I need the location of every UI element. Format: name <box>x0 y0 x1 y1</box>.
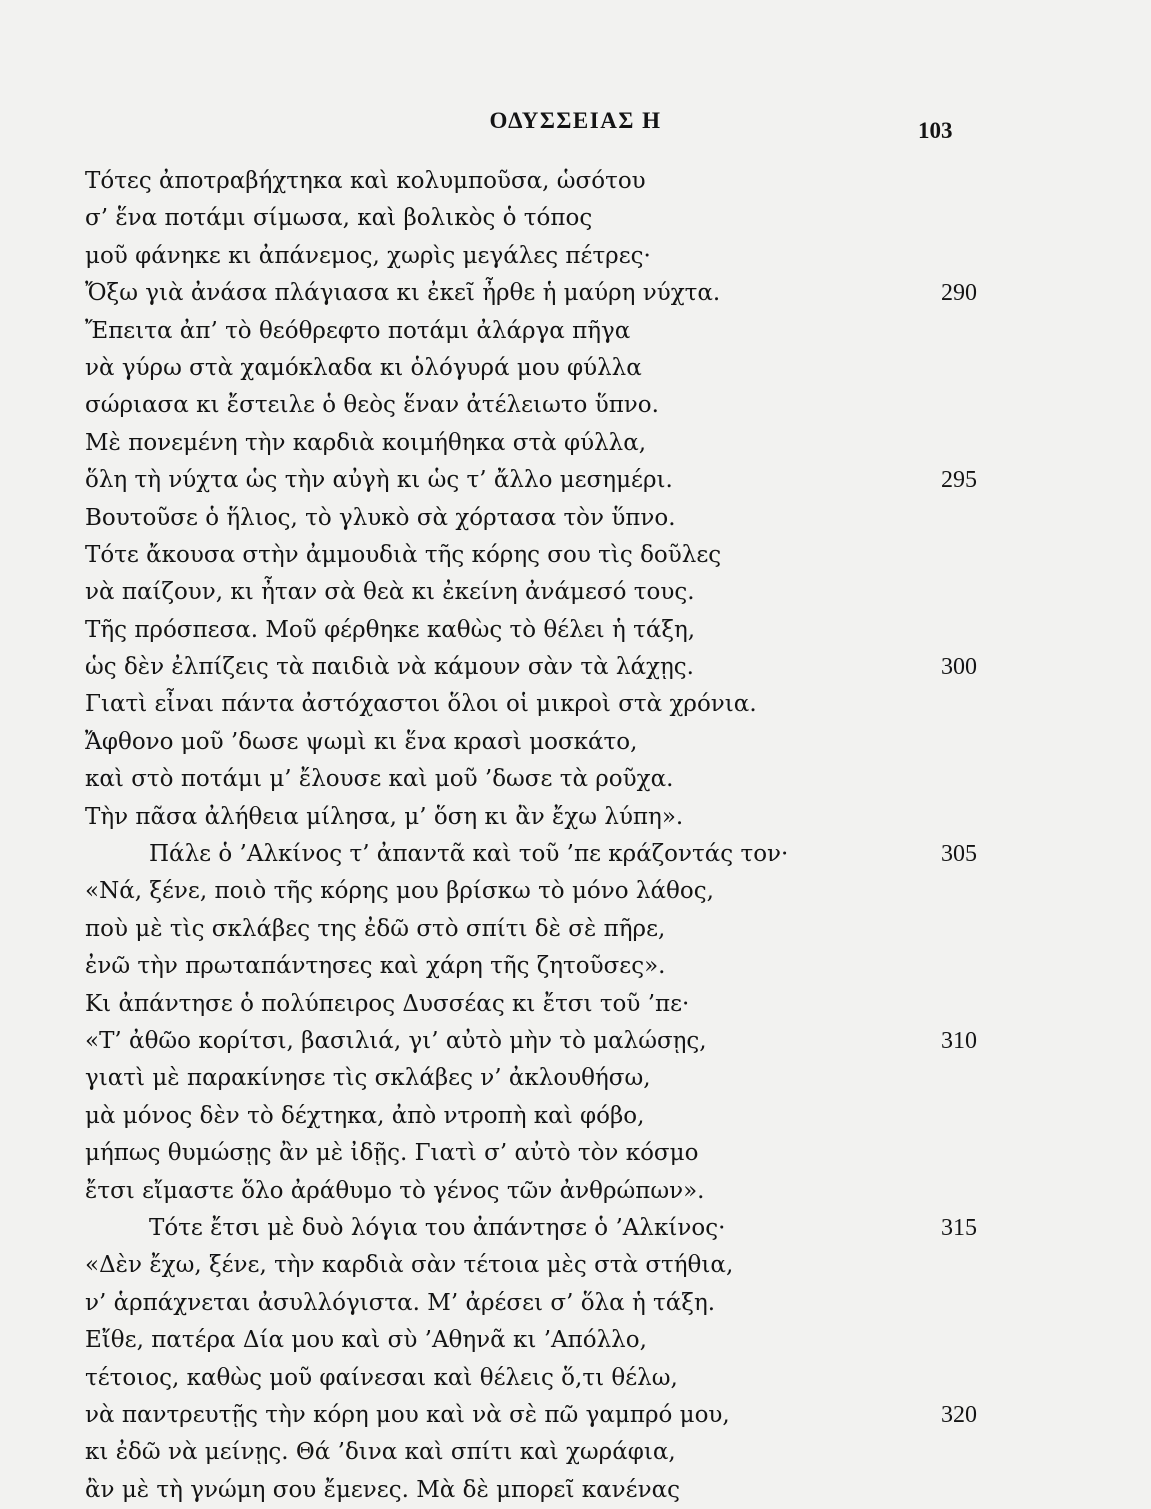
verse-line-text: Τότες ἀποτραβήχτηκα καὶ κολυμποῦσα, ὡσότου <box>85 168 646 194</box>
verse-line-text: Βουτοῦσε ὁ ἥλιος, τὸ γλυκὸ σὰ χόρτασα τὸν ὕπνο. <box>85 504 676 531</box>
line-number: 305 <box>941 841 977 868</box>
verse-line-text: Ἔπειτα ἀπ’ τὸ θεόθρεφτο ποτάμι ἀλάργα πῆγα <box>85 317 631 344</box>
verse-line <box>85 799 1085 836</box>
verse-line-text: «Δὲν ἔχω, ξένε, τὴν καρδιὰ σὰν τέτοια μὲς στὰ στήθια, <box>85 1252 734 1279</box>
verse-line <box>85 313 1085 350</box>
verse-line <box>85 500 1085 537</box>
verse-line <box>85 1322 1085 1359</box>
verse-line-text: Τότε ἄκουσα στὴν ἀμμουδιὰ τῆς κόρης σου τὶς δοῦλες <box>85 541 722 568</box>
verse-line-text: ἂν μὲ τὴ γνώμη σου ἔμενες. Μὰ δὲ μπορεῖ κανένας <box>85 1476 680 1503</box>
verse-line <box>85 1285 1085 1322</box>
verse-line-text: «Νά, ξένε, ποιὸ τῆς κόρης μου βρίσκω τὸ μόνο λάθος, <box>85 878 714 905</box>
verse-line-text: σώριασα κι ἔστειλε ὁ θεὸς ἕναν ἀτέλειωτο ὕπνο. <box>85 392 659 419</box>
verse-line-text: Πάλε ὁ ’Αλκίνος τ’ ἀπαντᾶ καὶ τοῦ ’πε κράζοντάς τον· <box>149 841 789 868</box>
page-number: 103 <box>918 118 953 143</box>
verse-line <box>85 649 1085 686</box>
verse-line <box>85 1472 1085 1509</box>
verse-line-text: μοῦ φάνηκε κι ἀπάνεμος, χωρὶς μεγάλες πέτρες· <box>85 242 651 269</box>
verse-line-text: νὰ παντρευτῇς τὴν κόρη μου καὶ νὰ σὲ πῶ γαμπρό μου, <box>85 1401 730 1428</box>
verse-line <box>85 686 1085 723</box>
verse-line <box>85 1247 1085 1284</box>
line-number: 290 <box>941 280 977 307</box>
verse-line-text: ἐνῶ τὴν πρωταπάντησες καὶ χάρη τῆς ζητοῦσες». <box>85 953 666 980</box>
verse-line-text: ἔτσι εἴμαστε ὅλο ἀράθυμο τὸ γένος τῶν ἀνθρώπων». <box>85 1177 705 1204</box>
verse-line-text: μήπως θυμώσῃς ἂν μὲ ἰδῇς. Γιατὶ σ’ αὐτὸ τὸν κόσμο <box>85 1140 699 1167</box>
line-number: 295 <box>941 467 977 494</box>
verse-line <box>85 986 1085 1023</box>
verse-line-text: γιατὶ μὲ παρακίνησε τὶς σκλάβες ν’ ἀκλουθήσω, <box>85 1065 651 1092</box>
verse-line <box>85 1023 1085 1060</box>
verse-line <box>85 574 1085 611</box>
verse-line-text: ὡς δὲν ἐλπίζεις τὰ παιδιὰ νὰ κάμουν σὰν τὰ λάχῃς. <box>85 654 694 681</box>
verse-line <box>85 873 1085 910</box>
verse-line-text: μὰ μόνος δὲν τὸ δέχτηκα, ἀπὸ ντροπὴ καὶ φόβο, <box>85 1102 645 1129</box>
verse-line-text: Ὄξω γιὰ ἀνάσα πλάγιασα κι ἐκεῖ ἦρθε ἡ μαύρη νύχτα. <box>85 280 721 307</box>
verse-text-block <box>85 163 1085 1509</box>
verse-line-text: κι ἐδῶ νὰ μείνῃς. Θά ’δινα καὶ σπίτι καὶ χωράφια, <box>85 1439 676 1466</box>
verse-line-text: νὰ παίζουν, κι ἦταν σὰ θεὰ κι ἐκείνη ἀνάμεσό τους. <box>85 579 695 606</box>
page-header-title: ΟΔΥΣΣΕΙΑΣ Η <box>489 108 662 133</box>
line-number: 310 <box>941 1027 977 1054</box>
line-number: 315 <box>941 1214 977 1241</box>
verse-line <box>85 537 1085 574</box>
verse-line <box>85 275 1085 312</box>
verse-line <box>85 163 1085 200</box>
verse-line-text: «Τ’ ἀθῶο κορίτσι, βασιλιά, γι’ αὐτὸ μὴν τὸ μαλώσῃς, <box>85 1027 707 1054</box>
verse-line <box>85 724 1085 761</box>
verse-line <box>85 1360 1085 1397</box>
verse-line <box>85 350 1085 387</box>
verse-line <box>85 911 1085 948</box>
verse-line-text: Τῆς πρόσπεσα. Μοῦ φέρθηκε καθὼς τὸ θέλει ἡ τάξη, <box>85 616 696 643</box>
verse-line <box>85 1098 1085 1135</box>
verse-line <box>85 1060 1085 1097</box>
verse-line <box>85 761 1085 798</box>
line-number: 320 <box>941 1401 977 1428</box>
line-number: 300 <box>941 654 977 681</box>
verse-line-text: Γιατὶ εἶναι πάντα ἀστόχαστοι ὅλοι οἱ μικροὶ στὰ χρόνια. <box>85 691 757 718</box>
verse-line-text: Ἄφθονο μοῦ ’δωσε ψωμὶ κι ἕνα κρασὶ μοσκάτο, <box>85 728 638 755</box>
verse-line <box>85 387 1085 424</box>
verse-line <box>85 238 1085 275</box>
verse-line <box>85 1135 1085 1172</box>
verse-line-text: ν’ ἁρπάχνεται ἀσυλλόγιστα. Μ’ ἀρέσει σ’ ὅλα ἡ τάξη. <box>85 1289 716 1316</box>
verse-line-text: Μὲ πονεμένη τὴν καρδιὰ κοιμήθηκα στὰ φύλλα, <box>85 429 647 456</box>
verse-line <box>85 1173 1085 1210</box>
verse-line-text: Εἴθε, πατέρα Δία μου καὶ σὺ ’Αθηνᾶ κι ’Απόλλο, <box>85 1327 647 1354</box>
verse-line <box>85 1397 1085 1434</box>
verse-line <box>85 948 1085 985</box>
verse-line-text: νὰ γύρω στὰ χαμόκλαδα κι ὁλόγυρά μου φύλλα <box>85 354 642 381</box>
verse-line <box>85 836 1085 873</box>
verse-line <box>85 462 1085 499</box>
verse-line-text: Τὴν πᾶσα ἀλήθεια μίλησα, μ’ ὅση κι ἂν ἔχω λύπη». <box>85 803 684 830</box>
verse-line-text: Κι ἀπάντησε ὁ πολύπειρος Δυσσέας κι ἔτσι τοῦ ’πε· <box>85 990 690 1017</box>
verse-line-text: καὶ στὸ ποτάμι μ’ ἔλουσε καὶ μοῦ ’δωσε τὰ ροῦχα. <box>85 766 674 793</box>
verse-line <box>85 425 1085 462</box>
verse-line <box>85 1434 1085 1471</box>
verse-line-text: σ’ ἕνα ποτάμι σίμωσα, καὶ βολικὸς ὁ τόπος <box>85 205 593 232</box>
verse-line-text: ποὺ μὲ τὶς σκλάβες της ἐδῶ στὸ σπίτι δὲ σὲ πῆρε, <box>85 915 666 942</box>
verse-line-text: τέτοιος, καθὼς μοῦ φαίνεσαι καὶ θέλεις ὅ,τι θέλω, <box>85 1364 678 1391</box>
verse-line-text: Τότε ἔτσι μὲ δυὸ λόγια του ἀπάντησε ὁ ’Αλκίνος· <box>149 1214 726 1241</box>
verse-line <box>85 200 1085 237</box>
verse-line-text: ὅλη τὴ νύχτα ὡς τὴν αὐγὴ κι ὡς τ’ ἄλλο μεσημέρι. <box>85 467 673 494</box>
verse-line <box>85 1210 1085 1247</box>
verse-line <box>85 612 1085 649</box>
